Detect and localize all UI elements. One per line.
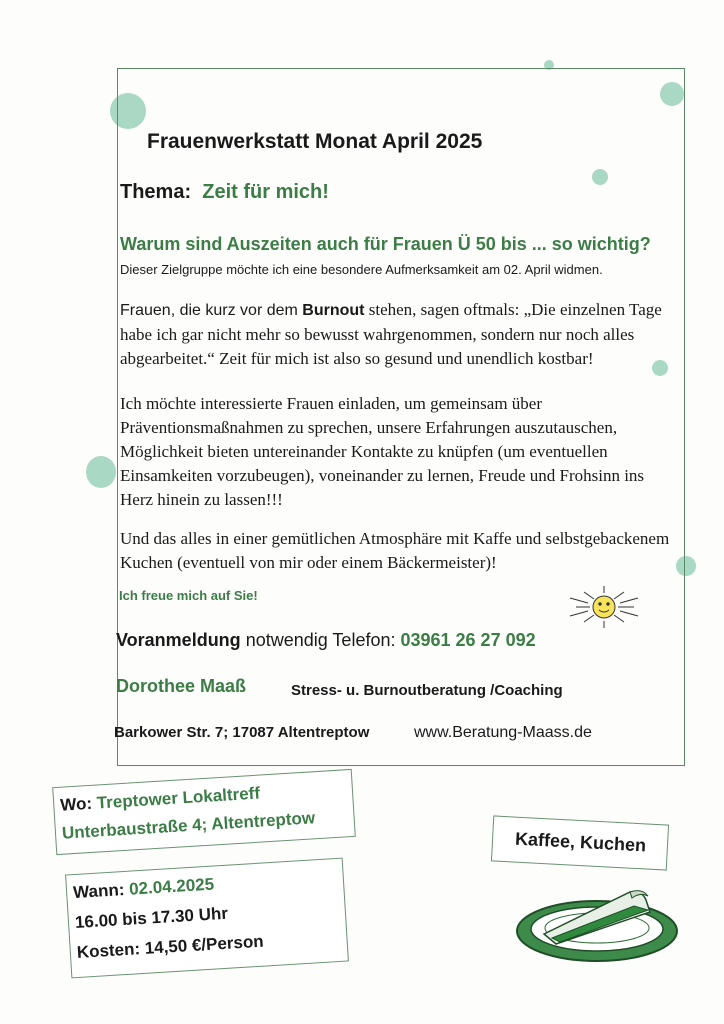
paragraph-burnout-rest: stehen, sagen oftmals: „Die einzelnen Tage habe ich gar nicht mehr so bewusst wahrgenommen, sondern nur noch alles abgearbeitet.“ Zeit für mich ist also so gesund und unendlich kostbar! — [120, 300, 662, 368]
location-place: Treptower Lokaltreff — [96, 783, 261, 813]
registration-label: Voranmeldung — [116, 630, 241, 650]
event-box — [65, 858, 349, 979]
paragraph-burnout-start: Frauen, die kurz vor dem — [120, 302, 303, 319]
cake-icon — [512, 876, 682, 966]
when-label: Wann: — [72, 880, 125, 903]
location-label: Wo: — [59, 793, 93, 815]
question-heading: Warum sind Auszeiten auch für Frauen Ü 50 bis ... so wichtig? — [120, 234, 651, 254]
refreshments-box — [491, 815, 669, 870]
phone-number[interactable]: 03961 26 27 092 — [400, 630, 536, 650]
registration-line — [116, 630, 536, 651]
event-date: 02.04.2025 — [128, 874, 215, 899]
sun-icon — [566, 584, 642, 630]
event-time: 16.00 bis 17.30 Uhr — [74, 903, 229, 933]
greeting: Ich freue mich auf Sie! — [119, 588, 258, 603]
topic-label: Thema: — [120, 181, 192, 203]
flyer-title: Frauenwerkstatt Monat April 2025 — [147, 130, 483, 153]
website-link[interactable]: www.Beratung-Maass.de — [414, 724, 592, 741]
location-street: Unterbaustraße 4; Altentreptow — [61, 808, 316, 843]
contact-address: Barkower Str. 7; 17087 Altentreptow — [114, 724, 370, 741]
topic-value: Zeit für mich! — [202, 181, 329, 203]
registration-text: notwendig Telefon: — [240, 630, 401, 650]
target-group-text: Dieser Zielgruppe möchte ich eine besondere Aufmerksamkeit am 02. April widmen. — [120, 262, 603, 277]
paragraph-burnout — [120, 298, 680, 371]
decor-dot — [86, 456, 116, 488]
paragraph-atmosphere: Und das alles in einer gemütlichen Atmosphäre mit Kaffe und selbstgebackenem Kuchen (eventuell von mir oder einem Bäckermeister)! — [120, 529, 670, 572]
location-box — [52, 769, 356, 855]
event-cost: Kosten: 14,50 €/Person — [76, 931, 265, 962]
burnout-word: Burnout — [302, 302, 365, 319]
refreshments-label: Kaffee, Kuchen — [514, 828, 647, 856]
topic-line — [120, 181, 329, 204]
contact-name: Dorothee Maaß — [116, 676, 247, 696]
paragraph-invitation: Ich möchte interessierte Frauen einladen, um gemeinsam über Präventionsmaßnahmen zu sprechen, unsere Erfahrungen auszutauschen, Möglichkeit bieten untereinander Kontakte zu knüpfen (um eventuellen Einsamkeiten vorzubeugen), voneinander zu lernen, Freude und Frohsinn ins Herz hinein zu lassen!!! — [120, 394, 645, 509]
service-description: Stress- u. Burnoutberatung /Coaching — [291, 682, 563, 699]
